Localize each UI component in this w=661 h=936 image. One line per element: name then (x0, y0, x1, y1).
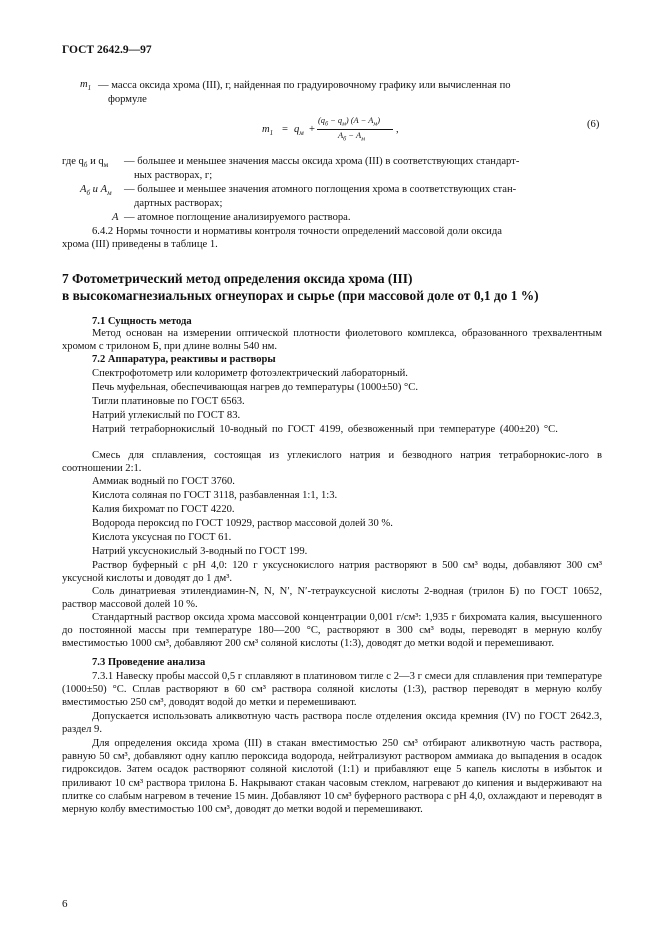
q-definition-line2: ных растворах, г; (134, 170, 213, 181)
section-7-title-line1: 7 Фотометрический метод определения оксида хрома (III) (62, 271, 413, 286)
num-part1: (q (318, 116, 325, 125)
list-item: Натрий углекислый по ГОСТ 83. (92, 410, 241, 421)
den-part2: − A (346, 131, 362, 140)
list-item: Натрий уксуснокислый 3-водный по ГОСТ 199. (92, 546, 308, 557)
formula-eq: = (282, 124, 288, 135)
formula-numerator (318, 116, 380, 128)
num-sub2: м (342, 121, 346, 128)
m1-sub: 1 (87, 84, 92, 93)
list-item: Печь муфельная, обеспечивающая нагрев до температуры (1000±50) °С. (92, 382, 418, 393)
a2-definition: — атомное поглощение анализируемого раствора. (124, 212, 351, 223)
a-definition-line2: дартных растворах; (134, 198, 223, 209)
where-a-label (80, 183, 112, 200)
para-6-4-2 (62, 225, 602, 251)
a-and-text: и A (92, 184, 108, 195)
para-trilon: Соль динатриевая этилендиамин-N, N, N′, N′-тетрауксусной кислоты 2-водная (трилон Б) по ГОСТ 10652, раствор массовой долей 10 %. (62, 586, 602, 611)
para-determination: Для определения оксида хрома (III) в стакан вместимостью 250 см³ отбирают аликвотную часть раствора, равную 50 см³, добавляют одну каплю пероксида водорода, нейтрализуют раствором аммиака до выпадения в осадок гидроксидов. Затем осадок растворяют соляной кислотой (1:1) и прибавляют еще 5 капель кислоты в избыток и приливают 10 см³ раствора трилона Б. Накрывают стакан часовым стеклом, нагревают до кипения и выдерживают на плитке со слабым нагревом в течение 15 мин. Добавляют 10 см³ буферного раствора с рН 4,0, охлаждают и переводят в мерную колбу вместимостью 100 см³, доводят до метки водой и перемешивают. (62, 738, 602, 816)
a-definition-line1: — большее и меньшее значения атомного поглощения хрома в соответствующих стан- (124, 184, 517, 195)
formula-lhs (262, 124, 273, 137)
section-7-1-text: Метод основан на измерении оптической плотности фиолетового комплекса, образованного трехвалентным хромом с трилоном Б, при длине волны 540 нм. (62, 328, 602, 353)
den-part1: A (338, 131, 344, 140)
formula-plus: + (309, 124, 315, 135)
list-item: Спектрофотометр или колориметр фотоэлектрический лабораторный. (92, 368, 408, 379)
m1-definition-line1: — масса оксида хрома (III), г, найденная по градуировочному графику или вычисленная по (98, 80, 511, 91)
q-and-text: и q (90, 156, 104, 167)
para-buffer: Раствор буферный с рН 4,0: 120 г уксуснокислого натрия растворяют в 500 см³ воды, добавляют 300 см³ уксусной кислоты и доводят до 1 дм³. (62, 560, 602, 585)
list-item: Кислота соляная по ГОСТ 3118, разбавленная 1:1, 1:3. (92, 490, 338, 501)
list-item: Калия бихромат по ГОСТ 4220. (92, 504, 235, 515)
den-sub1: б (343, 136, 347, 143)
section-7-1-title: 7.1 Сущность метода (92, 316, 192, 327)
num-sub1: б (324, 121, 329, 128)
formula-number: (6) (587, 119, 600, 130)
list-item: Тигли платиновые по ГОСТ 6563. (92, 396, 245, 407)
num-part2: − q (328, 116, 343, 125)
a2-label: A (112, 212, 119, 223)
m1-symbol (80, 79, 91, 92)
para-standard: Стандартный раствор оксида хрома массовой концентрации 0,001 г/см³: 1,935 г бихромата калия, высушенного до постоянной массы при температуре 180—200 °С, растворяют в 300 см³ воды, переводят в мерную колбу вместимостью 1000 см³, добавляют 200 см³ соляной кислоты (1:3), доводят до метки водой и перемешивают. (62, 612, 602, 650)
q-definition-line1: — большее и меньшее значения массы оксида хрома (III) в соответствующих стандарт- (124, 156, 520, 167)
section-7-title (62, 270, 602, 304)
fraction-bar (317, 129, 393, 130)
page-number: 6 (62, 898, 68, 910)
formula-lhs-letter: m (262, 124, 270, 135)
a-sub-m: м (107, 189, 112, 198)
list-item: Аммиак водный по ГОСТ 3760. (92, 476, 235, 487)
den-sub2: м (361, 136, 365, 143)
para-6-4-2-line1: 6.4.2 Нормы точности и нормативы контроля точности определений массовой доли оксида (92, 226, 502, 237)
formula-lhs-sub: 1 (269, 129, 274, 138)
formula-q-sub: м (299, 129, 304, 138)
where-q-label (62, 155, 108, 172)
formula-comma: , (396, 124, 399, 135)
m1-definition-line2: формуле (108, 94, 147, 105)
formula-q-letter: q (294, 124, 300, 135)
para-mix: Смесь для сплавления, состоящая из углекислого натрия и безводного натрия тетраборнокис-лого в соотношении 2:1. (62, 450, 602, 475)
num-sub3: м (373, 121, 378, 128)
section-7-2-title: 7.2 Аппаратура, реактивы и растворы (92, 354, 276, 365)
formula-q (294, 124, 304, 137)
section-7-title-line2: в высокомагнезиальных огнеупорах и сырье (при массовой доле от 0,1 до 1 %) (62, 288, 539, 303)
m1-letter: m (80, 79, 88, 90)
para-borax: Натрий тетраборнокислый 10-водный по ГОСТ 4199, обезвоженный при температуре (400±20) °С. (92, 424, 558, 435)
num-part4: ) (377, 116, 380, 125)
section-7-3-title: 7.3 Проведение анализа (92, 657, 206, 668)
num-part3: ) (A − A (345, 116, 374, 125)
formula-6 (262, 116, 402, 146)
para-allowed: Допускается использовать аликвотную часть раствора после отделения оксида кремния (IV) по ГОСТ 2642.3, раздел 9. (62, 711, 602, 736)
q-label-text: где q (62, 156, 84, 167)
para-6-4-2-line2: хрома (III) приведены в таблице 1. (62, 239, 218, 251)
para-7-3-1: 7.3.1 Навеску пробы массой 0,5 г сплавляют в платиновом тигле с 2—3 г смеси для сплавления при температуре (1000±50) °С. Сплав растворяют в 60 см³ раствора соляной кислоты (1:3), раствор переводят в мерную колбу вместимостью 250 см³, доводят водой до метки и перемешивают. (62, 671, 602, 709)
list-item: Водорода пероксид по ГОСТ 10929, раствор массовой долей 30 %. (92, 518, 393, 529)
page-header: ГОСТ 2642.9—97 (62, 44, 152, 56)
a-label-text: A (80, 184, 87, 195)
formula-denominator (338, 131, 365, 143)
q-sub-b: б (83, 161, 88, 170)
a-sub-b: б (86, 189, 91, 198)
list-item: Кислота уксусная по ГОСТ 61. (92, 532, 232, 543)
q-sub-m: м (103, 161, 109, 170)
